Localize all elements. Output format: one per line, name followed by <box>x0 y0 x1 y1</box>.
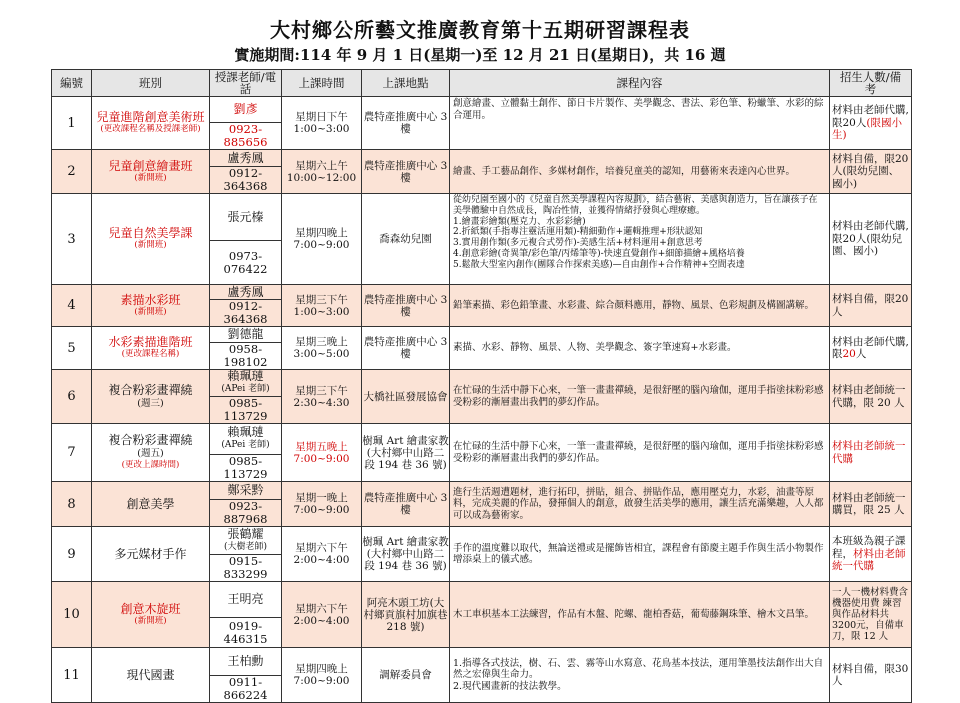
row-location: 調解委員會 <box>362 648 450 703</box>
class-name: 兒童進階創意美術班 <box>96 110 205 124</box>
row-teacher: 劉彥 <box>210 97 282 123</box>
table-row <box>52 97 912 123</box>
row-teacher: 盧秀鳳 <box>210 150 282 167</box>
page-subtitle: 實施期間:114 年 9 月 1 日(星期一)至 12 月 21 日(星期日)，共 16 週 <box>234 46 726 64</box>
table-row <box>52 150 912 167</box>
row-class: 現代國畫 <box>92 648 210 703</box>
row-location: 喬森幼兒園 <box>362 194 450 285</box>
row-content: 素描、水彩、靜物、風景、人物、美學觀念、簽字筆速寫+水彩畫。 <box>450 327 830 370</box>
row-teacher: 王柏勳 <box>210 648 282 676</box>
row-location: 樹珮 Art 繪畫家教(大村鄉中山路二段 194 巷 36 號) <box>362 424 450 482</box>
row-time: 星期三晚上 3:00~5:00 <box>282 327 362 370</box>
row-phone: 0923-887968 <box>210 500 282 527</box>
row-teacher: 張元榛 <box>210 194 282 241</box>
row-num: 6 <box>52 370 92 424</box>
row-content <box>450 194 830 285</box>
row-location: 農特產推廣中心 3 樓 <box>362 285 450 327</box>
row-content: 木工車枳基本工法練習，作品有木盤、陀螺、龍柏香菇，葡萄藤鋼珠筆、檜木文昌筆。 <box>450 582 830 648</box>
row-content: 手作的溫度難以取代，無論送禮或是擺飾皆相宜，課程會有節慶主題手作與生活小物製作增添桌上的儀式感。 <box>450 527 830 582</box>
content-line: 1.繪畫彩繪類(壓克力、水彩彩繪) <box>453 216 586 227</box>
class-note: (新開班) <box>134 240 167 250</box>
row-teacher <box>210 527 282 555</box>
row-location: 農特產推廣中心 3 樓 <box>362 150 450 194</box>
row-quota <box>830 527 912 582</box>
teacher-note: (APei 老師) <box>221 384 270 394</box>
page-title: 大村鄉公所藝文推廣教育第十五期研習課程表 <box>270 18 690 42</box>
row-time: 星期一晚上 7:00~9:00 <box>282 482 362 527</box>
row-teacher <box>210 370 282 397</box>
row-class <box>92 285 210 327</box>
row-location: 阿亮木頭工坊(大村鄉貢旗村加旗巷 218 號) <box>362 582 450 648</box>
row-class: 多元媒材手作 <box>92 527 210 582</box>
quota-red: 20 <box>842 348 856 360</box>
header-location: 上課地點 <box>362 70 450 97</box>
row-phone: 0911-866224 <box>210 676 282 703</box>
content-line: 2.折紙類(手指專注靈活運用類)-精細動作+邏輯推理+形狀認知 <box>453 227 703 238</box>
row-time: 星期三下午 1:00~3:00 <box>282 285 362 327</box>
row-content: 鉛筆素描、彩色鉛筆畫、水彩畫、綜合顏料應用，靜物、風景、色彩規劃及構圖講解。 <box>450 285 830 327</box>
row-time: 星期三下午 2:30~4:30 <box>282 370 362 424</box>
row-class <box>92 327 210 370</box>
row-location: 樹珮 Art 繪畫家教(大村鄉中山路二段 194 巷 36 號) <box>362 527 450 582</box>
class-note: (更改課程名稱及授課老師) <box>100 124 201 134</box>
row-phone: 0919-446315 <box>210 618 282 648</box>
row-num: 9 <box>52 527 92 582</box>
header-row <box>52 70 912 97</box>
row-quota: 材料自備，限30 人 <box>830 648 912 703</box>
row-location: 農特產推廣中心 3 樓 <box>362 482 450 527</box>
row-content: 創意繪畫、立體黏土創作、節日卡片製作、美學觀念、書法、彩色筆、粉蠟筆、水彩的綜合運用。 <box>450 97 830 150</box>
row-phone: 0912-364368 <box>210 300 282 327</box>
teacher-name: 賴珮璉 <box>227 425 264 439</box>
header-num: 編號 <box>52 70 92 97</box>
teacher-name: 張鶴耀 <box>227 526 264 541</box>
header-time: 上課時間 <box>282 70 362 97</box>
row-num: 1 <box>52 97 92 150</box>
row-class <box>92 370 210 424</box>
quota-text: 材料由老師代購,限20人 <box>832 104 909 129</box>
row-num: 3 <box>52 194 92 285</box>
row-quota: 材料由老師統一代購，限 20 人 <box>830 370 912 424</box>
quota-red: 材料由老師統一代購 <box>832 547 906 573</box>
quota-tail: 人 <box>855 348 867 360</box>
row-class <box>92 97 210 150</box>
row-location: 大橋社區發展協會 <box>362 370 450 424</box>
row-class <box>92 424 210 482</box>
class-name: 創意木旋班 <box>120 601 181 616</box>
teacher-note: (大樹老師) <box>223 541 268 552</box>
row-quota: 材料自備，限20 人(限幼兒園、國小) <box>830 150 912 194</box>
row-location: 農特產推廣中心 3 樓 <box>362 97 450 150</box>
schedule-table <box>51 69 912 703</box>
row-num: 11 <box>52 648 92 703</box>
row-teacher: 鄭采黔 <box>210 482 282 500</box>
table-row <box>52 327 912 343</box>
content-line: 2.現代國畫新的技法教學。 <box>453 680 567 692</box>
row-teacher: 劉德龍 <box>210 327 282 343</box>
class-name: 素描水彩班 <box>120 292 181 307</box>
table-row <box>52 424 912 455</box>
class-note: (更改課程名稱) <box>121 349 180 359</box>
row-teacher: 王明亮 <box>210 582 282 618</box>
class-sub: (週五) <box>137 448 164 459</box>
content-line: 3.實用創作類(多元複合式勞作)-美感生活+材料運用+創意思考 <box>453 238 703 249</box>
table-row <box>52 285 912 300</box>
row-time: 星期五晚上 7:00~9:00 <box>282 424 362 482</box>
header-content: 課程內容 <box>450 70 830 97</box>
row-quota: 材料自備，限20 人 <box>830 285 912 327</box>
quota-text: 本班級為親子課程， <box>832 535 906 560</box>
table-row <box>52 648 912 676</box>
row-content <box>450 648 830 703</box>
row-num: 8 <box>52 482 92 527</box>
table-row <box>52 527 912 555</box>
content-line: 5.鬆散大型室內創作(團隊合作探索美感)—自由創作+合作精神+空間表達 <box>453 259 745 270</box>
row-num: 2 <box>52 150 92 194</box>
header-quota: 招生人數/備 考 <box>830 70 912 97</box>
row-quota: 材料由老師統一購買，限 25 人 <box>830 482 912 527</box>
row-quota <box>830 97 912 150</box>
class-name: 複合粉彩畫禪繞 <box>108 382 193 397</box>
teacher-note: (APei 老師) <box>221 440 270 450</box>
class-note: (新開班) <box>134 615 167 626</box>
row-phone: 0958-198102 <box>210 343 282 370</box>
row-num: 4 <box>52 285 92 327</box>
table-row <box>52 482 912 500</box>
row-quota: 材料由老師統一代購 <box>830 424 912 482</box>
class-note: (新開班) <box>134 306 167 317</box>
row-phone: 0985-113729 <box>210 397 282 424</box>
row-phone: 0915-833299 <box>210 555 282 582</box>
class-name: 兒童自然美學課 <box>108 226 193 240</box>
row-class <box>92 194 210 285</box>
table-row <box>52 194 912 241</box>
row-phone: 0923-885656 <box>210 123 282 150</box>
row-quota <box>830 327 912 370</box>
row-num: 5 <box>52 327 92 370</box>
row-num: 10 <box>52 582 92 648</box>
row-time: 星期四晚上 7:00~9:00 <box>282 648 362 703</box>
class-note: (更改上課時間) <box>121 460 180 470</box>
row-phone: 0985-113729 <box>210 455 282 482</box>
class-name: 兒童創意繪畫班 <box>108 158 193 173</box>
header-class: 班別 <box>92 70 210 97</box>
row-content: 在忙碌的生活中靜下心來，一筆一畫畫禪繞，是很舒壓的腦內瑜伽，運用手指塗抹粉彩感受粉彩的漸層畫出我們的夢幻作品。 <box>450 370 830 424</box>
row-content: 進行生活週遭題材，進行拓印，拼貼，組合、拼貼作品，應用壓克力，水彩，油畫等原料，完成美麗的作品，發揮個人的創意，啟發生活美學的應用，讓生活充滿樂趣，人人都可以成為藝術家。 <box>450 482 830 527</box>
row-phone: 0912-364368 <box>210 167 282 194</box>
row-content: 繪畫、手工藝品創作、多媒材創作，培養兒童美的認知，用藝術來表達內心世界。 <box>450 150 830 194</box>
row-time: 星期四晚上 7:00~9:00 <box>282 194 362 285</box>
content-line: 從幼兒園至國小的《兒童自然美學課程內容規劃》，結合藝術、美感與創造力，旨在讓孩子在美學體驗中自然成長，陶冶性情，並獲得情緒抒發與心理療癒。 <box>453 195 818 216</box>
row-teacher: 盧秀鳳 <box>210 285 282 300</box>
quota-red: (限國小生) <box>832 116 902 142</box>
row-class <box>92 582 210 648</box>
row-time: 星期六下午 2:00~4:00 <box>282 527 362 582</box>
row-class <box>92 150 210 194</box>
table-row <box>52 370 912 397</box>
row-location: 農特產推廣中心 3 樓 <box>362 327 450 370</box>
class-name: 水彩素描進階班 <box>108 335 193 349</box>
row-content: 在忙碌的生活中靜下心來，一筆一畫畫禪繞，是很舒壓的腦內瑜伽，運用手指塗抹粉彩感受粉彩的漸層畫出我們的夢幻作品。 <box>450 424 830 482</box>
row-teacher <box>210 424 282 455</box>
row-time: 星期六上午 10:00~12:00 <box>282 150 362 194</box>
row-time: 星期六下午 2:00~4:00 <box>282 582 362 648</box>
row-quota: 一人一機材料費含機器使用費 練習與作品材料共 3200元，自備車刀，限 12 人 <box>830 582 912 648</box>
class-name: 複合粉彩畫禪繞 <box>108 433 193 447</box>
content-line: 1.指導各式技法，樹、石、雲、霧等山水寫意、花鳥基本技法，運用筆墨技法創作出大自然之宏偉與生命力。 <box>453 657 824 681</box>
row-class: 創意美學 <box>92 482 210 527</box>
row-time: 星期日下午 1:00~3:00 <box>282 97 362 150</box>
table-row <box>52 582 912 618</box>
class-sub: (週三) <box>137 397 164 409</box>
row-quota: 材料由老師代購,限20人(限幼兒園、國小) <box>830 194 912 285</box>
row-num: 7 <box>52 424 92 482</box>
content-line: 4.創意彩繪(奇異筆/彩色筆/丙烯筆等)-快速直覺創作+細節描繪+風格培養 <box>453 248 745 259</box>
teacher-name: 賴珮璉 <box>227 369 264 383</box>
header-teacher: 授課老師/電話 <box>210 70 282 97</box>
class-note: (新開班) <box>134 172 167 183</box>
row-phone: 0973-076422 <box>210 241 282 285</box>
quota-text: 材料由老師代購,限 <box>832 335 909 360</box>
